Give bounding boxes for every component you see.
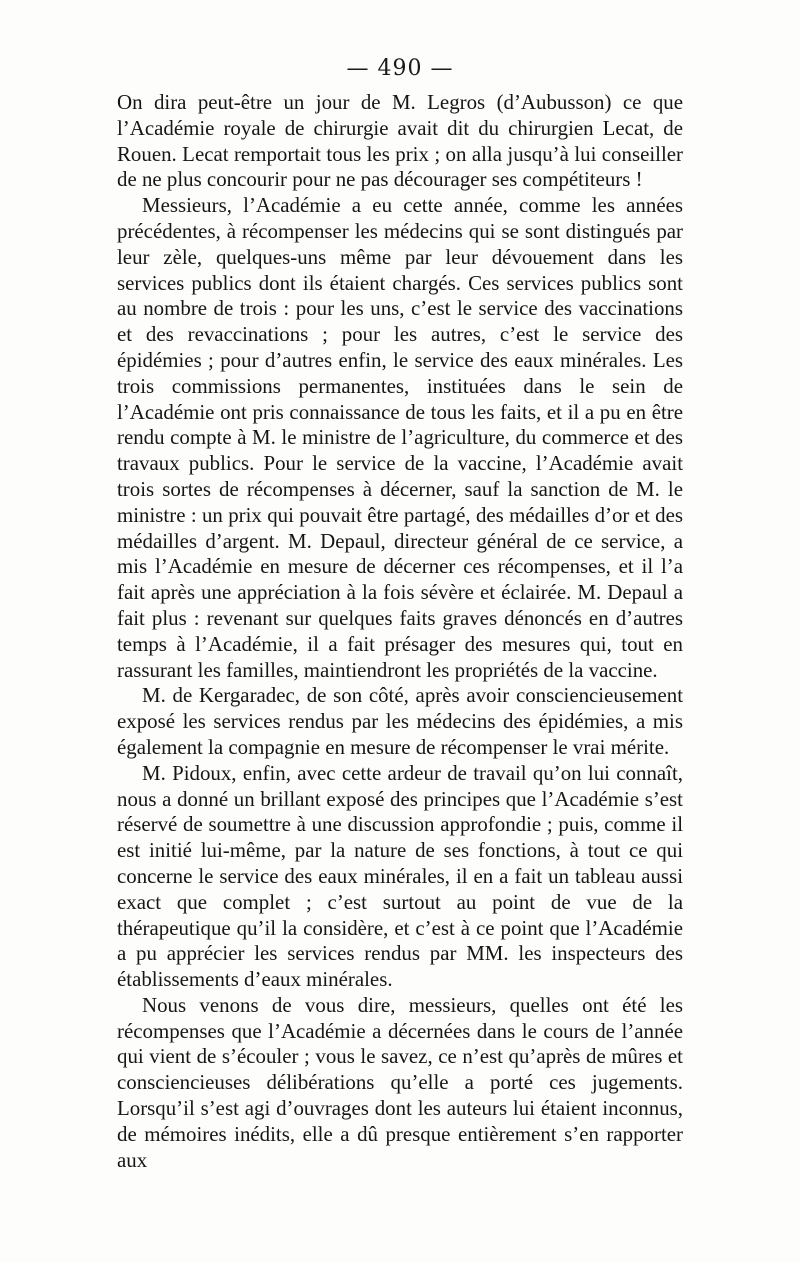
paragraph-kergaradec: M. de Kergaradec, de son côté, après avoir consciencieusement exposé les services rendus par les médecins des épidémies, a mis également la compagnie en mesure de récompenser le vrai mérite.	[117, 683, 683, 759]
body-text	[117, 90, 683, 1173]
paragraph-services-publics: Messieurs, l’Académie a eu cette année, comme les années précédentes, à récompenser les médecins qui se sont distingués par leur zèle, quelques-uns même par leur dévouement dans les services publics dont ils étaient chargés. Ces services publics sont au nombre de trois : pour les uns, c’est le service des vaccinations et des revaccinations ; pour les autres, c’est le service des épidémies ; pour d’autres enfin, le service des eaux minérales. Les trois commissions permanentes, instituées dans le sein de l’Académie ont pris connaissance de tous les faits, et il a pu en être rendu compte à M. le ministre de l’agriculture, du commerce et des travaux publics. Pour le service de la vaccine, l’Académie avait trois sortes de récompenses à décerner, sauf la sanction de M. le ministre : un prix qui pouvait être partagé, des médailles d’or et des médailles d’argent. M. Depaul, directeur général de ce service, a mis l’Académie en mesure de décerner ces récompenses, et il l’a fait après une appréciation à la fois sévère et éclairée. M. Depaul a fait plus : revenant sur quelques faits graves dénoncés en d’autres temps à l’Académie, il a fait présager des mesures qui, tout en rassurant les familles, maintiendront les propriétés de la vaccine.	[117, 193, 683, 682]
paragraph-pidoux: M. Pidoux, enfin, avec cette ardeur de travail qu’on lui connaît, nous a donné un brillant exposé des principes que l’Académie s’est réservé de soumettre à une discussion approfondie ; puis, comme il est initié lui-même, par la nature de ses fonctions, à tout ce qui concerne le service des eaux minérales, il en a fait un tableau aussi exact que complet ; c’est surtout au point de vue de la thérapeutique qu’il la considère, et c’est à ce point que l’Académie a pu apprécier les services rendus par MM. les inspecteurs des établissements d’eaux minérales.	[117, 760, 683, 992]
page-number: — 490 —	[346, 56, 454, 81]
paragraph-legros: On dira peut-être un jour de M. Legros (d’Aubusson) ce que l’Académie royale de chirurgie avait dit du chirurgien Lecat, de Rouen. Lecat remportait tous les prix ; on alla jusqu’à lui conseiller de ne plus concourir pour ne pas décourager ses compétiteurs !	[117, 90, 683, 192]
paragraph-recompenses: Nous venons de vous dire, messieurs, quelles ont été les récompenses que l’Académie a décernées dans le cours de l’année qui vient de s’écouler ; vous le savez, ce n’est qu’après de mûres et consciencieuses délibérations qu’elle a porté ces jugements. Lorsqu’il s’est agi d’ouvrages dont les auteurs lui étaient inconnus, de mémoires inédits, elle a dû presque entièrement s’en rapporter aux	[117, 992, 683, 1172]
